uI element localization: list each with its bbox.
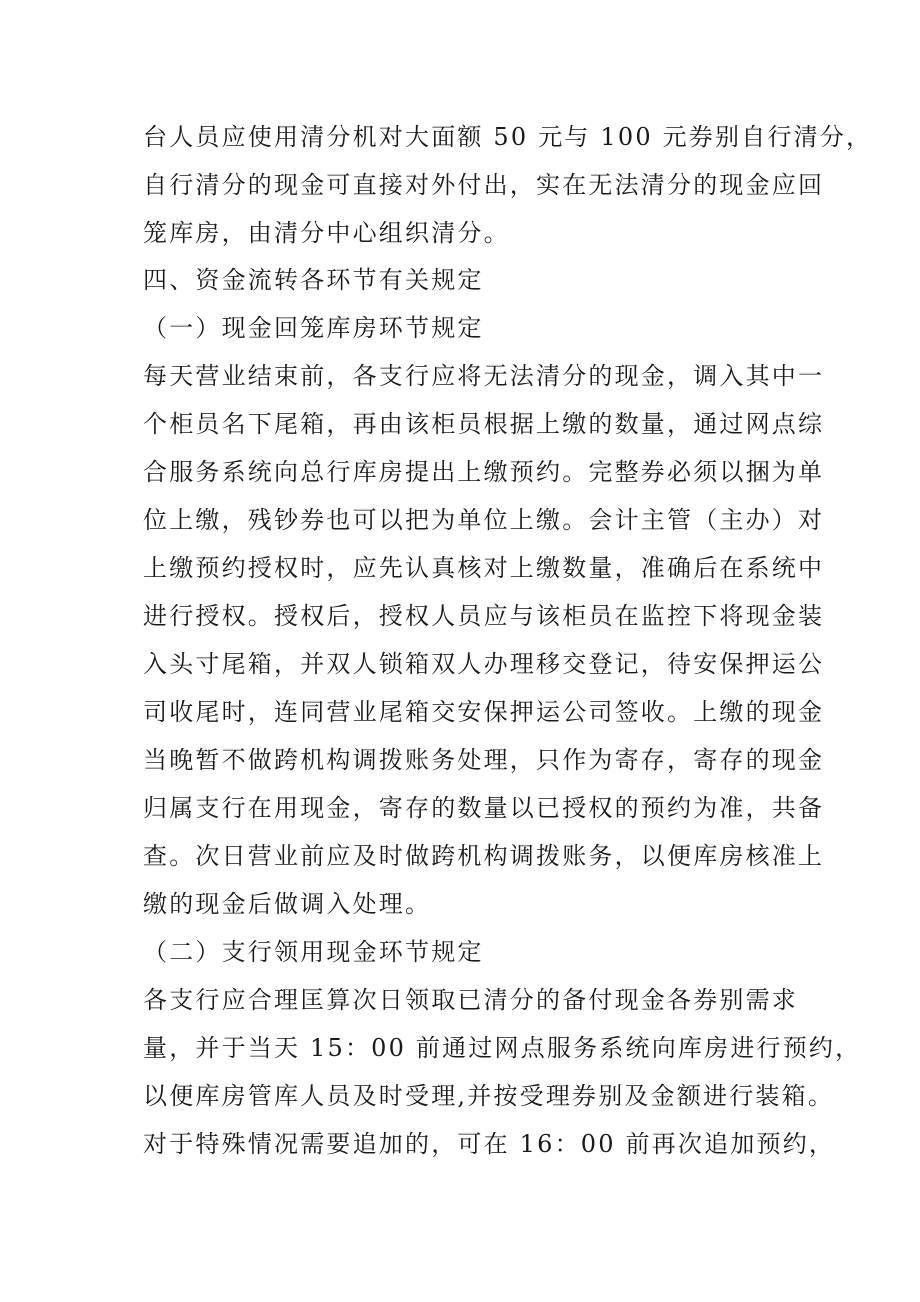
section-heading: 四、资金流转各环节有关规定	[143, 266, 484, 294]
paragraph-line: 入头寸尾箱，并双人锁箱双人办理移交登记，待安保押运公	[143, 650, 825, 678]
subsection-heading: （一）现金回笼库房环节规定	[143, 314, 484, 342]
paragraph-line: 位上缴，残钞券也可以把为单位上缴。会计主管（主办）对	[143, 506, 825, 534]
paragraph-line: 量，并于当天 15：00 前通过网点服务系统向库房进行预约，	[143, 1034, 862, 1062]
paragraph-line: 司收尾时，连同营业尾箱交安保押运公司签收。上缴的现金	[143, 698, 825, 726]
paragraph-line: 合服务系统向总行库房提出上缴预约。完整券必须以捆为单	[143, 458, 825, 486]
paragraph-line: 每天营业结束前，各支行应将无法清分的现金，调入其中一	[143, 362, 825, 390]
paragraph-line: 上缴预约授权时，应先认真核对上缴数量，准确后在系统中	[143, 554, 825, 582]
subsection-heading: （二）支行领用现金环节规定	[143, 938, 484, 966]
paragraph-line: 缴的现金后做调入处理。	[143, 890, 432, 918]
paragraph-line: 当晚暂不做跨机构调拨账务处理，只作为寄存，寄存的现金	[143, 746, 825, 774]
paragraph-line: 笼库房，由清分中心组织清分。	[143, 219, 510, 247]
paragraph-line: 自行清分的现金可直接对外付出，实在无法清分的现金应回	[143, 171, 825, 199]
paragraph-line: 个柜员名下尾箱，再由该柜员根据上缴的数量，通过网点综	[143, 410, 825, 438]
paragraph-line: 查。次日营业前应及时做跨机构调拨账务，以便库房核准上	[143, 842, 825, 870]
paragraph-line: 归属支行在用现金，寄存的数量以已授权的预约为准，共备	[143, 794, 825, 822]
paragraph-line: 以便库房管库人员及时受理,并按受理券别及金额进行装箱。	[143, 1082, 835, 1110]
paragraph-line: 对于特殊情况需要追加的，可在 16：00 前再次追加预约，	[143, 1130, 836, 1158]
paragraph-line: 各支行应合理匡算次日领取已清分的备付现金各券别需求	[143, 986, 798, 1014]
paragraph-line: 进行授权。授权后，授权人员应与该柜员在监控下将现金装	[143, 602, 825, 630]
paragraph-line: 台人员应使用清分机对大面额 50 元与 100 元券别自行清分，	[143, 123, 873, 151]
